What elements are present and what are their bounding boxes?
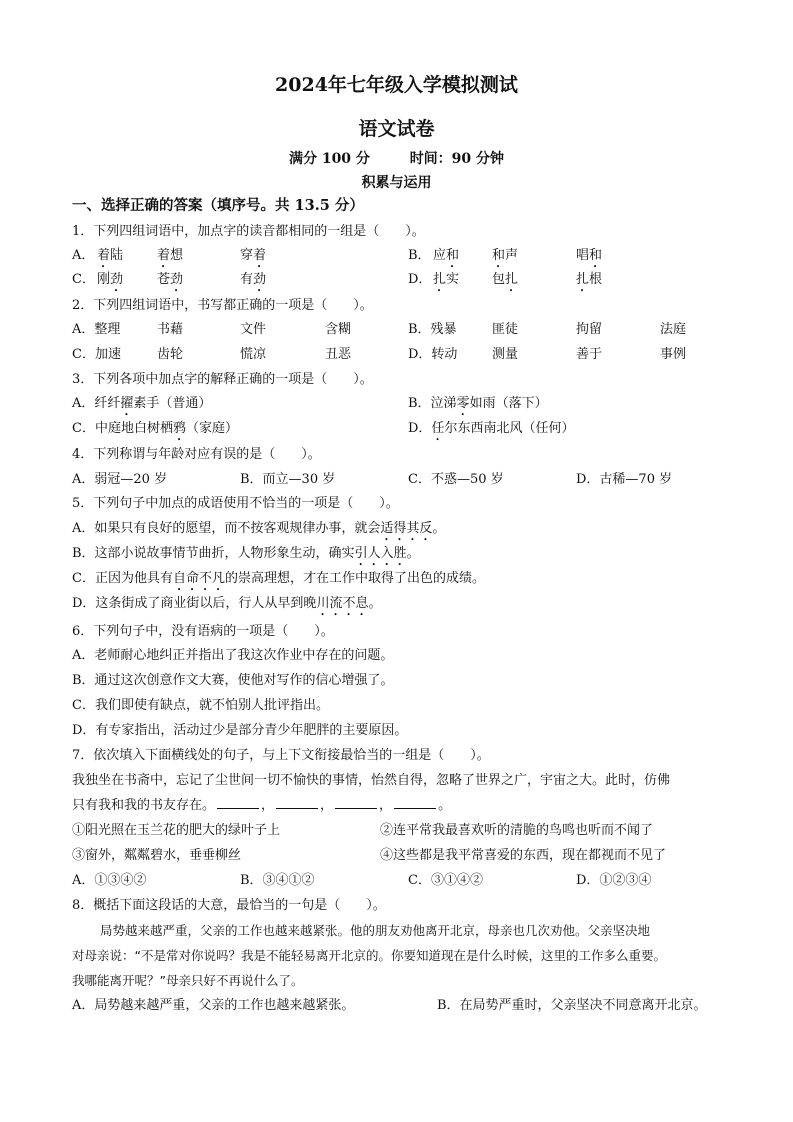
q7-option-b: B．③④①② [240,873,315,888]
q1-option-c-label: C． [72,272,95,287]
q1-option-a-label: A． [72,248,95,263]
section-heading: 一、选择正确的答案（填序号。共 13.5 分） [72,197,364,214]
q2-option-d-word-4: 事例 [660,347,687,362]
q4-option-b: B．而立—30 岁 [240,472,336,487]
q2-option-b-word-1: B．残暴 [408,322,457,337]
q6-option-d: D．有专家指出，活动过少是部分青少年肥胖的主要原因。 [72,723,408,738]
q7-sentence-1: ①阳光照在玉兰花的肥大的绿叶子上 [72,823,281,838]
q8-option-a: A．局势越来越严重，父亲的工作也越来越紧张。 [72,998,355,1013]
question-7-stem: 7．依次填入下面横线处的句子，与上下文衔接最恰当的一组是（ ）。 [72,748,490,763]
question-4-stem: 4．下列称谓与年龄对应有误的是（ ）。 [72,447,321,462]
q8-passage-line-3: 我哪能离开呢？”母亲只好不再说什么了。 [72,973,304,988]
q2-option-d-word-2: 测量 [492,347,519,362]
q7-sentence-2: ②连平常我最喜欢听的清脆的鸟鸣也听而不闻了 [380,823,654,838]
q7-option-d: D．①②③④ [576,873,652,888]
blank-3 [335,796,377,809]
q2-option-a-word-3: 文件 [240,322,267,337]
q2-option-a-word-4: 含糊 [325,322,352,337]
q3-option-b: B．泣涕零如雨（落下） [408,396,548,411]
q3-option-a: A．纤纤擢素手（普通） [72,396,212,411]
question-8-stem: 8．概括下面这段话的大意，最恰当的一句是（ ）。 [72,898,386,913]
blank-2 [276,796,318,809]
q2-option-a-word-1: A．整理 [72,322,121,337]
q2-option-c-word-2: 齿轮 [157,347,184,362]
q1-option-c-word-3: 有劲 [240,272,267,287]
question-2-stem: 2．下列四组词语中，书写都正确的一项是（ ）。 [72,298,373,313]
q1-option-a-word-3: 穿着 [240,248,267,263]
question-6-stem: 6．下列句子中，没有语病的一项是（ ）。 [72,624,334,639]
q1-option-a-word-1: 着陆 [97,248,124,263]
q2-option-c-word-3: 慌凉 [240,347,267,362]
q1-option-d-word-1: 扎实 [433,272,460,287]
q4-option-d: D．古稀—70 岁 [576,472,673,487]
q2-option-b-word-2: 匪徒 [492,322,519,337]
q6-option-b: B．通过这次创意作文大赛，使他对写作的信心增强了。 [72,673,394,688]
exam-title: 2024年七年级入学模拟测试 [275,74,518,96]
q1-option-b-word-1: 应和 [433,248,460,263]
part-heading: 积累与运用 [361,175,432,191]
q1-option-b-label: B． [408,248,431,263]
q1-option-d-word-2: 包扎 [492,272,519,287]
q7-option-a: A．①③④② [72,873,147,888]
q2-option-b-word-4: 法庭 [660,322,687,337]
question-3-stem: 3．下列各项中加点字的解释正确的一项是（ ）。 [72,372,373,387]
q6-option-c: C．我们即使有缺点，就不怕别人批评指出。 [72,698,329,713]
q7-passage-line-2: 只有我和我的书友存在。 ， ， ， 。 [72,798,452,813]
q3-option-c: C．中庭地白树栖鸦（家庭） [72,421,238,436]
q7-sentence-3: ③窗外，粼粼碧水，垂垂柳丝 [72,848,242,863]
q5-option-a: A．如果只有良好的愿望，而不按客观规律办事，就会适得其反。 [72,521,446,536]
q2-option-b-word-3: 拘留 [576,322,603,337]
score-time-line [0,148,793,168]
q1-option-b-word-2: 和声 [492,248,519,263]
exam-subtitle: 语文试卷 [358,118,435,140]
q2-option-c-word-1: C．加速 [72,347,121,362]
q2-option-c-word-4: 丑恶 [325,347,352,362]
q7-passage-line-1: 我独坐在书斋中，忘记了尘世间一切不愉快的事情，怡然自得，忽略了世界之广，宇宙之大。此时，仿佛 [72,773,671,788]
q7-option-c: C．③①④② [408,873,483,888]
q4-option-c: C．不惑—50 岁 [408,472,504,487]
q8-passage-line-2: 对母亲说：“不是常对你说吗？我是不能轻易离开北京的。你要知道现在是什么时候，这里的工作多么重要。 [72,948,666,963]
q1-option-c-word-1: 刚劲 [97,272,124,287]
q8-passage-line-1: 局势越来越严重，父亲的工作也越来越紧张。他的朋友劝他离开北京，母亲也几次劝他。父亲坚决地 [100,923,651,938]
q8-option-b: B．在局势严重时，父亲坚决不同意离开北京。 [437,998,707,1013]
q2-option-a-word-2: 书藉 [157,322,184,337]
q1-option-a-word-2: 着想 [157,248,184,263]
q3-option-d: D．任尔东西南北风（任何） [408,421,575,436]
q1-option-c-word-2: 苍劲 [157,272,184,287]
q1-option-d-word-3: 扎根 [576,272,603,287]
full-score: 满分 100 分 [288,151,370,167]
q5-option-b: B．这部小说故事情节曲折，人物形象生动，确实引人入胜。 [72,546,420,561]
q6-option-a: A．老师耐心地纠正并指出了我这次作业中存在的问题。 [72,648,394,663]
q1-option-d-label: D． [408,272,432,287]
q5-option-d: D．这条街成了商业街以后，行人从早到晚川流不息。 [72,596,382,611]
q7-sentence-4: ④这些都是我平常喜爱的东西，现在都视而不见了 [380,848,667,863]
q1-option-b-word-3: 唱和 [576,248,603,263]
blank-1 [217,796,259,809]
q4-option-a: A．弱冠—20 岁 [72,472,168,487]
q2-option-d-word-3: 善于 [576,347,603,362]
q2-option-d-word-1: D．转动 [408,347,458,362]
question-1-stem: 1．下列四组词语中，加点字的读音都相同的一组是（ ）。 [72,224,425,239]
q5-option-c: C．正因为他具有自命不凡的崇高理想，才在工作中取得了出色的成绩。 [72,571,485,586]
blank-4 [394,796,436,809]
exam-time: 时间：90 分钟 [409,151,505,167]
question-5-stem: 5．下列句子中加点的成语使用不恰当的一项是（ ）。 [72,496,399,511]
